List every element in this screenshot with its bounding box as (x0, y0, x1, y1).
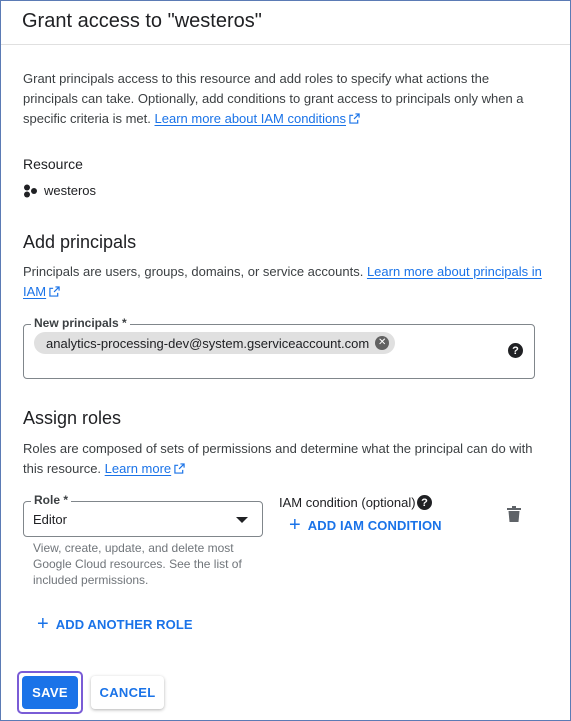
plus-icon: + (289, 514, 301, 536)
role-select[interactable] (23, 493, 263, 537)
save-button[interactable]: SAVE (22, 676, 78, 709)
chip-remove-icon[interactable]: ✕ (375, 336, 389, 350)
description-text: Grant principals access to this resource and add roles to specify what actions the principals can take. Optionally, add conditions to grant access to principals only when a specific criteria is met. (23, 71, 524, 126)
cancel-button[interactable]: CANCEL (91, 676, 164, 709)
add-iam-condition-button[interactable]: + ADD IAM CONDITION (289, 514, 442, 536)
help-circle-icon[interactable]: ? (508, 343, 523, 358)
resource-row (23, 183, 96, 198)
role-label: Role * (31, 493, 71, 507)
role-hint: View, create, update, and delete most Google Cloud resources. See the list of included permissions. (33, 541, 242, 587)
dialog-description (23, 69, 543, 129)
principal-chip-text: analytics-processing-dev@system.gserviceaccount.com (46, 335, 370, 351)
new-principals-field[interactable] (23, 316, 535, 379)
save-button-focus-ring (17, 671, 83, 714)
new-principals-label: New principals * (31, 316, 130, 330)
dialog-header (1, 1, 570, 45)
add-principals-description: Principals are users, groups, domains, or service accounts. Learn more about principals in IAM (23, 264, 542, 299)
add-another-role-button[interactable]: + ADD ANOTHER ROLE (37, 613, 193, 635)
principal-chip[interactable] (34, 332, 395, 354)
role-value: Editor (33, 512, 67, 527)
add-principals-heading: Add principals (23, 232, 137, 252)
iam-condition-label: IAM condition (optional) (279, 495, 416, 510)
dialog-title: Grant access to "westeros" (22, 10, 262, 32)
external-link-icon (174, 463, 185, 474)
iam-conditions-link[interactable]: Learn more about IAM conditions (155, 111, 361, 126)
external-link-icon (349, 113, 360, 124)
dropdown-arrow-icon (236, 517, 248, 523)
delete-trash-icon[interactable] (507, 506, 521, 522)
plus-icon: + (37, 613, 49, 635)
assign-roles-heading: Assign roles (23, 408, 122, 428)
roles-learn-more-link[interactable]: Learn more (105, 461, 185, 476)
resource-name: westeros (44, 183, 97, 198)
external-link-icon (49, 286, 60, 297)
principals-learn-more-link[interactable]: Learn more about principals in IAM (23, 264, 542, 299)
project-nodes-icon (23, 184, 38, 198)
resource-label: Resource (23, 156, 83, 172)
iam-condition-help-icon[interactable]: ? (417, 495, 432, 510)
assign-roles-description: Roles are composed of sets of permissions and determine what the principal can do with this resource. Learn more (23, 441, 533, 476)
